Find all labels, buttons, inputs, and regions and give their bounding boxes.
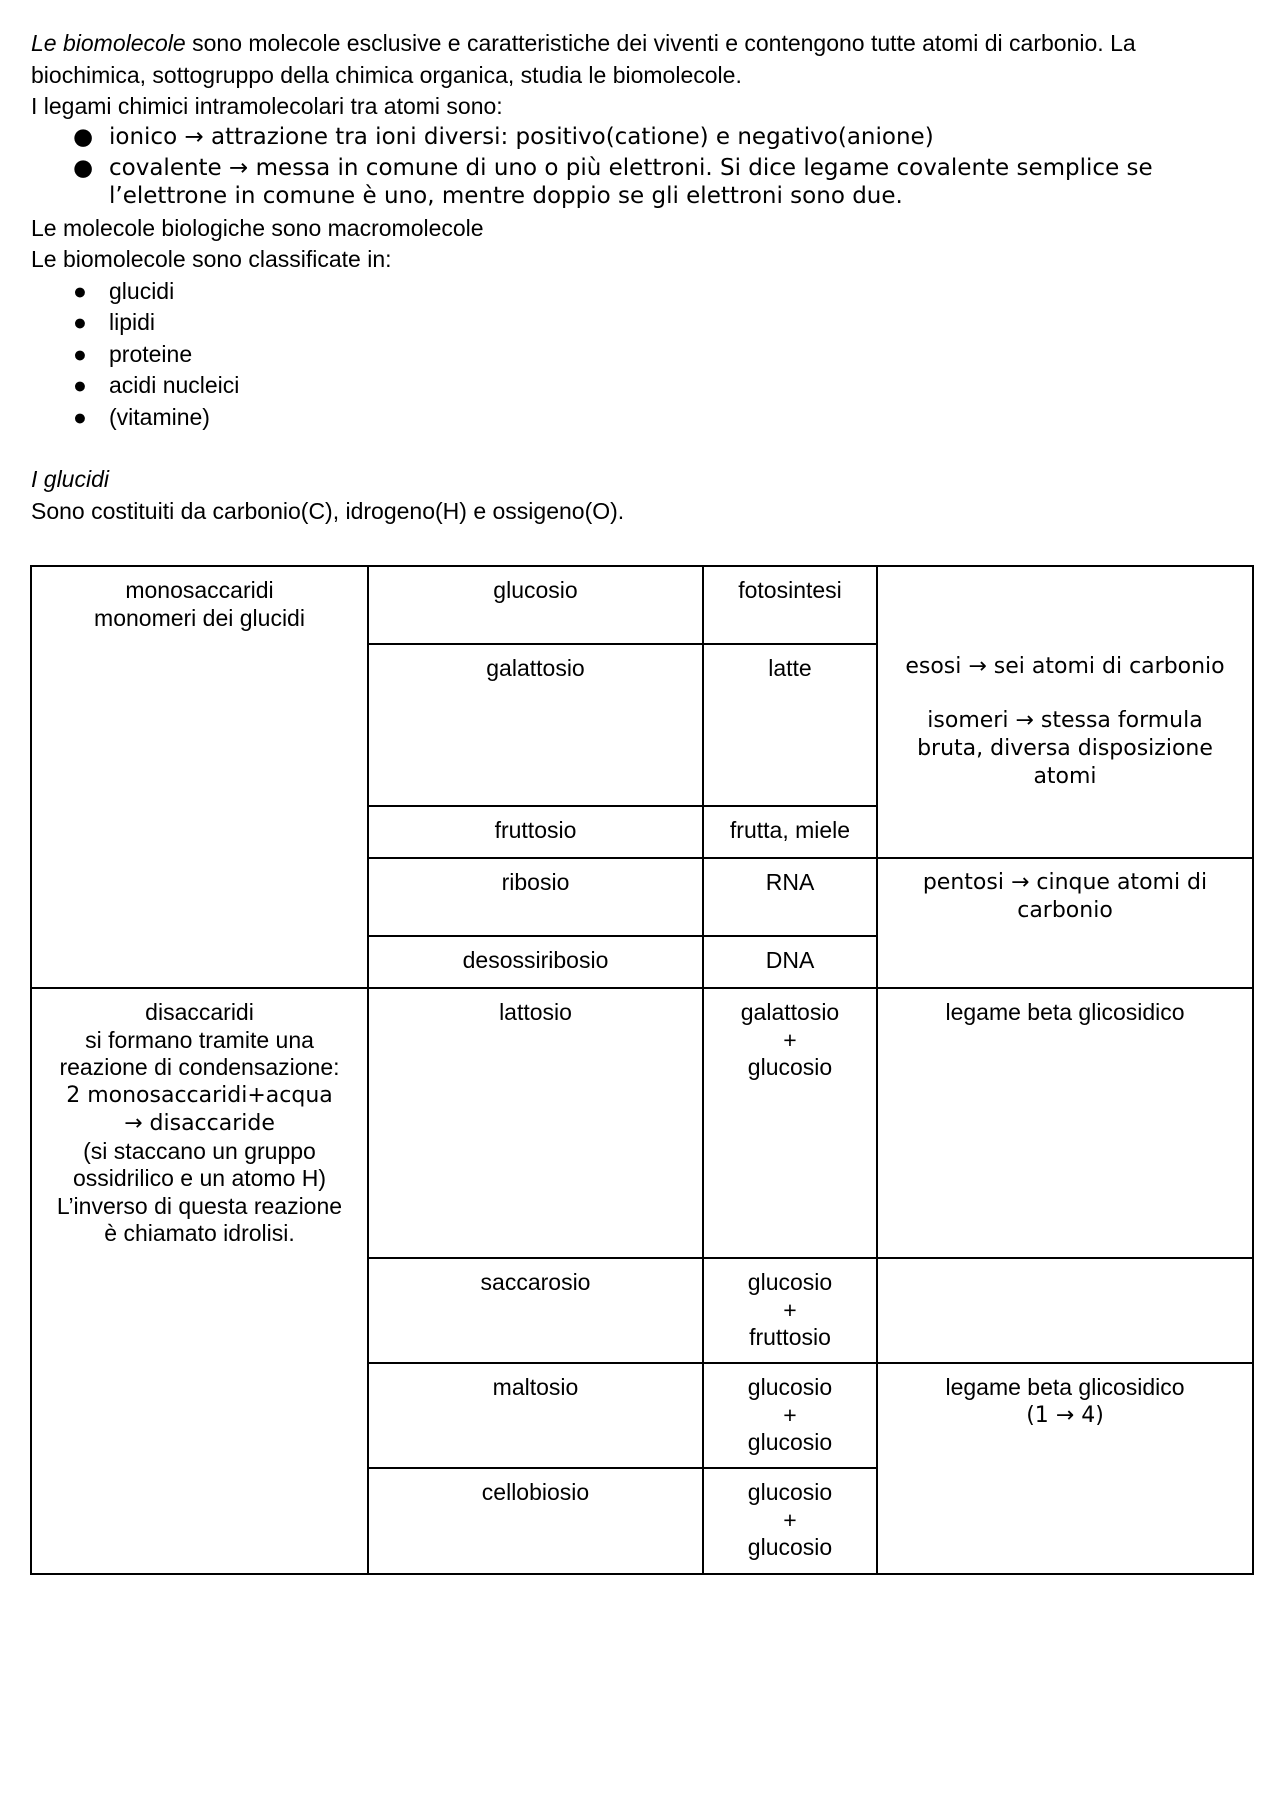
list-item: ● ionico → attrazione tra ioni diversi: positivo(catione) e negativo(anione) <box>73 123 934 150</box>
sugar-components-cell: galattosio + glucosio <box>703 988 877 1258</box>
list-item: ● glucidi <box>31 276 1251 308</box>
sugar-source-cell: fotosintesi <box>703 566 877 644</box>
sugar-source-cell: RNA <box>703 858 877 936</box>
bullet-icon: ● <box>73 403 87 430</box>
esosi-note: esosi → sei atomi di carbonio <box>905 654 1225 679</box>
intro-text: sono molecole esclusive e caratteristiche dei viventi e contengono tutte atomi di carbonio. La biochimica, sottogruppo della chimica organica, studia le biomolecole. <box>31 30 1136 88</box>
document-body <box>31 28 1251 527</box>
bullet-icon: ● <box>73 154 94 181</box>
list-item: ● (vitamine) <box>31 402 1251 434</box>
sugar-name-cell: ribosio <box>368 858 703 936</box>
sugar-source-cell: frutta, miele <box>703 806 877 858</box>
table-row <box>31 988 1253 1258</box>
intro-term: Le biomolecole <box>31 30 186 56</box>
list-item: ● covalente → messa in comune di uno o più elettroni. Si dice legame covalente semplice se l’elettrone in comune è uno, mentre doppio se gli elettroni sono due. <box>73 154 1153 209</box>
sugar-name-cell: saccarosio <box>368 1258 703 1363</box>
bullet-icon: ● <box>73 309 87 335</box>
macro-line: Le molecole biologiche sono macromolecole <box>31 214 484 241</box>
intro-paragraph <box>31 28 1251 91</box>
classes-list <box>31 276 1251 434</box>
pentosi-note: pentosi → cinque atomi di carbonio <box>922 870 1208 923</box>
bonds-list <box>31 123 1251 210</box>
sugar-components-cell: glucosio + glucosio <box>703 1468 877 1574</box>
sugar-name-cell: maltosio <box>368 1363 703 1468</box>
category-cell-disaccaridi: disaccaridi si formano tramite una reazione di condensazione: 2 monosaccaridi+acqua → disaccaride (si staccano un gruppo ossidrilico e un atomo H) L’inverso di questa reazione è chiamato idrolisi. <box>31 988 368 1574</box>
list-item: ● acidi nucleici <box>31 370 1251 402</box>
esosi-note-cell <box>877 566 1253 858</box>
bond-note-cell: legame beta glicosidico (1 → 4) <box>877 1363 1253 1574</box>
sugar-name-cell: fruttosio <box>368 806 703 858</box>
classes-heading: Le biomolecole sono classificate in: <box>31 246 392 272</box>
bonds-heading: I legami chimici intramolecolari tra atomi sono: <box>31 93 503 119</box>
pentosi-note-cell <box>877 858 1253 988</box>
bond-note-cell: legame beta glicosidico <box>877 988 1253 1258</box>
sugar-components-cell: glucosio + glucosio <box>703 1363 877 1468</box>
list-item: ● proteine <box>31 339 1251 371</box>
sugar-name-cell: lattosio <box>368 988 703 1258</box>
sugar-source-cell: latte <box>703 644 877 806</box>
glucidi-description: Sono costituiti da carbonio(C), idrogeno(H) e ossigeno(O). <box>31 497 625 524</box>
table-row <box>31 566 1253 644</box>
sugar-name-cell: galattosio <box>368 644 703 806</box>
bullet-icon: ● <box>73 340 87 367</box>
sugar-components-cell: glucosio + fruttosio <box>703 1258 877 1363</box>
bullet-icon: ● <box>73 277 87 304</box>
bullet-icon: ● <box>73 123 94 150</box>
sugar-name-cell: glucosio <box>368 566 703 644</box>
bond-note-cell <box>877 1258 1253 1363</box>
glucidi-table <box>30 565 1254 1575</box>
bullet-icon: ● <box>73 372 87 398</box>
sugar-name-cell: cellobiosio <box>368 1468 703 1574</box>
isomeri-note: isomeri → stessa formula bruta, diversa disposizione atomi <box>917 708 1213 789</box>
sugar-source-cell: DNA <box>703 936 877 988</box>
sugar-name-cell: desossiribosio <box>368 936 703 988</box>
section-heading-glucidi: I glucidi <box>31 466 109 492</box>
category-cell-monosaccaridi: monosaccaridi monomeri dei glucidi <box>31 566 368 988</box>
list-item: ● lipidi <box>31 307 1251 339</box>
